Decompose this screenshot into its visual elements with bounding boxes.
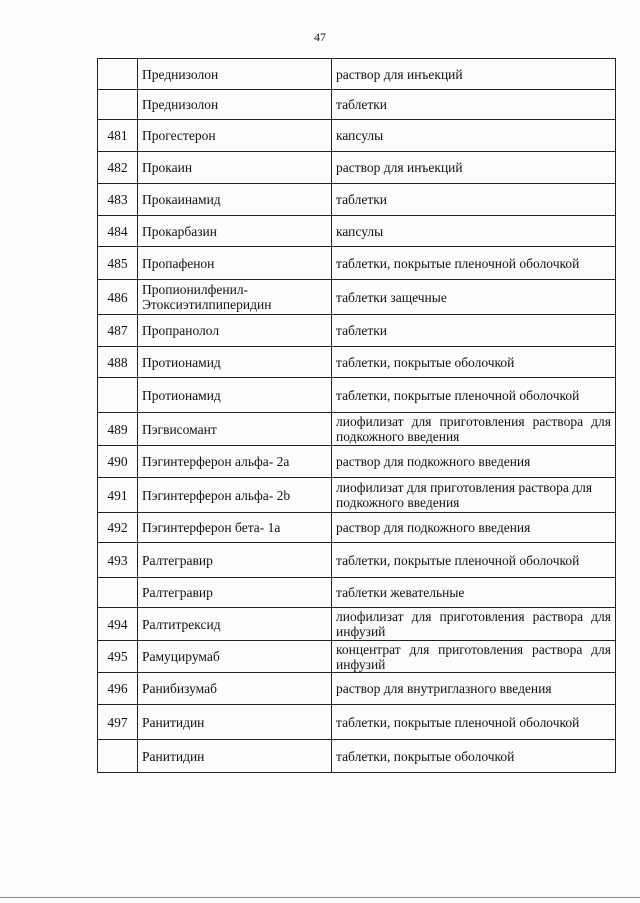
- drug-name: Ралтитрексид: [138, 608, 332, 641]
- drug-name: Пропафенон: [138, 247, 332, 280]
- table-row: [98, 673, 616, 705]
- row-number: 489: [98, 413, 138, 446]
- drug-name: Пэгинтерферон альфа- 2b: [138, 478, 332, 513]
- row-number: 494: [98, 608, 138, 641]
- dosage-form: лиофилизат для приготовления раствора для подкожного введения: [332, 478, 616, 513]
- row-number: 484: [98, 216, 138, 247]
- table-row: [98, 608, 616, 641]
- row-number: [98, 90, 138, 120]
- row-number: 492: [98, 513, 138, 543]
- dosage-form: таблетки жевательные: [332, 578, 616, 608]
- table-row: [98, 152, 616, 184]
- page-bottom-rule: [0, 897, 640, 898]
- row-number: 483: [98, 184, 138, 216]
- dosage-form: раствор для подкожного введения: [332, 446, 616, 478]
- table-row: [98, 705, 616, 740]
- table-row: [98, 59, 616, 90]
- drug-name: Прокарбазин: [138, 216, 332, 247]
- row-number: 488: [98, 347, 138, 378]
- row-number: 495: [98, 641, 138, 673]
- dosage-form: раствор для подкожного введения: [332, 513, 616, 543]
- row-number: [98, 378, 138, 413]
- dosage-form: таблетки, покрытые пленочной оболочкой: [332, 378, 616, 413]
- table-row: [98, 543, 616, 578]
- table-row: [98, 120, 616, 152]
- drug-name: Прокаинамид: [138, 184, 332, 216]
- dosage-form: лиофилизат для приготовления раствора для подкожного введения: [332, 413, 616, 446]
- dosage-form: капсулы: [332, 120, 616, 152]
- table-row: [98, 378, 616, 413]
- drug-name: Ранитидин: [138, 705, 332, 740]
- row-number: 491: [98, 478, 138, 513]
- drug-name: Прокаин: [138, 152, 332, 184]
- drug-name: Рамуцирумаб: [138, 641, 332, 673]
- dosage-form: таблетки защечные: [332, 280, 616, 315]
- drug-name: Ралтегравир: [138, 543, 332, 578]
- dosage-form: таблетки, покрытые пленочной оболочкой: [332, 705, 616, 740]
- dosage-form: раствор для инъекций: [332, 59, 616, 90]
- row-number: 485: [98, 247, 138, 280]
- dosage-form: раствор для инъекций: [332, 152, 616, 184]
- row-number: [98, 740, 138, 773]
- page-number: 47: [314, 30, 326, 44]
- table-row: [98, 347, 616, 378]
- table-row: [98, 247, 616, 280]
- drug-name: Протионамид: [138, 378, 332, 413]
- table-row: [98, 513, 616, 543]
- row-number: 487: [98, 315, 138, 347]
- drug-name: Ранибизумаб: [138, 673, 332, 705]
- drug-name: Преднизолон: [138, 90, 332, 120]
- dosage-form: таблетки, покрытые оболочкой: [332, 740, 616, 773]
- table-row: [98, 315, 616, 347]
- row-number: 497: [98, 705, 138, 740]
- table-row: [98, 478, 616, 513]
- dosage-form: таблетки, покрытые пленочной оболочкой: [332, 543, 616, 578]
- table-row: [98, 90, 616, 120]
- drug-name: Пэгинтерферон альфа- 2a: [138, 446, 332, 478]
- drug-name: Ралтегравир: [138, 578, 332, 608]
- dosage-form: таблетки: [332, 90, 616, 120]
- drug-name: Ранитидин: [138, 740, 332, 773]
- dosage-form: таблетки, покрытые пленочной оболочкой: [332, 247, 616, 280]
- row-number: 486: [98, 280, 138, 315]
- row-number: 481: [98, 120, 138, 152]
- dosage-form: таблетки, покрытые оболочкой: [332, 347, 616, 378]
- table-row: [98, 578, 616, 608]
- dosage-form: концентрат для приготовления раствора для инфузий: [332, 641, 616, 673]
- table-row: [98, 641, 616, 673]
- row-number: 490: [98, 446, 138, 478]
- drug-table: [97, 58, 616, 773]
- row-number: 493: [98, 543, 138, 578]
- table-row: [98, 216, 616, 247]
- drug-name: Пропионилфенил-Этоксиэтилпиперидин: [138, 280, 332, 315]
- table-row: [98, 413, 616, 446]
- row-number: 482: [98, 152, 138, 184]
- dosage-form: лиофилизат для приготовления раствора для инфузий: [332, 608, 616, 641]
- drug-name: Протионамид: [138, 347, 332, 378]
- row-number: 496: [98, 673, 138, 705]
- dosage-form: таблетки: [332, 315, 616, 347]
- dosage-form: таблетки: [332, 184, 616, 216]
- drug-table-body: [98, 59, 616, 773]
- row-number: [98, 59, 138, 90]
- dosage-form: раствор для внутриглазного введения: [332, 673, 616, 705]
- table-row: [98, 446, 616, 478]
- drug-name: Пэгинтерферон бета- 1a: [138, 513, 332, 543]
- table-row: [98, 280, 616, 315]
- drug-name: Прогестерон: [138, 120, 332, 152]
- table-row: [98, 740, 616, 773]
- drug-name: Пропранолол: [138, 315, 332, 347]
- dosage-form: капсулы: [332, 216, 616, 247]
- table-row: [98, 184, 616, 216]
- drug-name: Пэгвисомант: [138, 413, 332, 446]
- drug-name: Преднизолон: [138, 59, 332, 90]
- row-number: [98, 578, 138, 608]
